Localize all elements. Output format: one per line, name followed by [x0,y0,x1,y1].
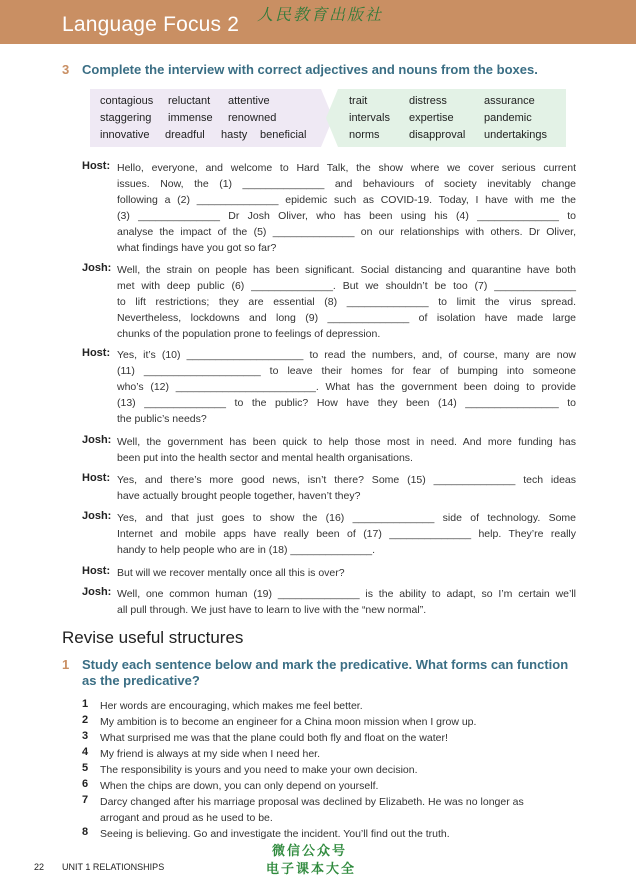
sentence-number: 1 [82,698,89,710]
dialogue-line: to lift restrictions; they are essential (8) ______________ to limit the virus spread. [117,296,576,308]
sentence-text: My friend is always at my side when I need her. [100,748,321,760]
dialogue-line: Internet and mobile apps have really been of (17) ______________ help. They’re really [117,528,576,540]
noun-word: undertakings [484,129,547,141]
noun-word: trait [349,95,368,107]
sentence-text: The responsibility is yours and you need to make your own decision. [100,764,418,776]
noun-word: expertise [409,112,454,124]
speaker-label: Host: [82,347,111,359]
dialogue-line: who’s (12) ________________________. What has the government been doing to provide [117,381,576,393]
sentence-number: 3 [82,730,89,742]
adjective-word: hasty [221,129,248,141]
sentence-text: What surprised me was that the plane could both fly and float on the water! [100,732,448,744]
page-number: 22 [34,862,45,872]
unit-label: UNIT 1 RELATIONSHIPS [62,862,165,872]
dialogue-line: Well, the government has been quick to help those most in need. And more funding has [117,436,576,448]
noun-word: distress [409,95,447,107]
adjective-word: beneficial [260,129,307,141]
noun-word: intervals [349,112,390,124]
dialogue-line: met with deep public (6) ______________. But we shouldn’t be too (7) ______________ [117,280,576,292]
dialogue-line: (3) ______________ Dr Josh Oliver, who has been using his (4) ______________ to [117,210,576,222]
adjective-word: immense [168,112,213,124]
adjective-word: attentive [228,95,270,107]
watermark-text: 电子课本大全 [266,862,357,877]
dialogue-line: the public’s needs? [117,413,207,425]
section-heading: Revise useful structures [62,628,244,647]
publisher-logo-text: 人民教育出版社 [257,5,384,24]
dialogue-line: chunks of the population prone to feelings of depression. [117,328,381,340]
sentence-text: Darcy changed after his marriage proposal was declined by Elizabeth. He was no longer as [100,796,524,808]
dialogue-line: (13) ______________ to the public? How have they been (14) ________________ to [117,397,576,409]
dialogue-line: Well, the strain on people has been significant. Social distancing and quarantine have both [117,264,576,276]
dialogue-line: Yes, and there’s more good news, isn’t there? Some (15) ______________ tech ideas [117,474,576,486]
dialogue-line: analyse the impact of the (5) ______________ on our relationships with others. Dr Oliver, [117,226,576,238]
adjective-word: contagious [100,95,154,107]
adjective-word: dreadful [165,129,205,141]
sentence-number: 6 [82,778,89,790]
speaker-label: Host: [82,160,111,172]
dialogue-line: been put into the health sector and mental health organisations. [117,452,413,464]
adjectives-box [90,89,321,147]
adjective-word: reluctant [168,95,211,107]
dialogue-line: Yes, it’s (10) ____________________ to read the numbers, and, of course, many are now [117,349,576,361]
noun-word: pandemic [484,112,532,124]
sentence-text: When the chips are down, you can only depend on yourself. [100,780,379,792]
page-title: Language Focus 2 [62,13,240,36]
dialogue-line: Hello, everyone, and welcome to Hard Talk, the show where we cover serious current [117,162,576,174]
exercise-number: 1 [62,657,70,672]
speaker-label: Josh: [82,510,112,522]
dialogue-line: what findings have you got so far? [117,242,277,254]
dialogue-line: But will we recover mentally once all this is over? [117,567,345,579]
sentence-text: My ambition is to become an engineer for a China moon mission when I grow up. [100,716,477,728]
exercise-instruction: Complete the interview with correct adjectives and nouns from the boxes. [82,62,538,77]
speaker-label: Josh: [82,262,112,274]
dialogue-line: handy to help people who are in (18) ______________. [117,544,376,556]
adjective-word: renowned [228,112,277,124]
speaker-label: Host: [82,472,111,484]
sentence-text: Seeing is believing. Go and investigate the incident. You’ll find out the truth. [100,828,450,840]
speaker-label: Josh: [82,586,112,598]
adjective-word: staggering [100,112,152,124]
watermark-text: 微信公众号 [272,844,348,859]
speaker-label: Host: [82,565,111,577]
dialogue-line: following a (2) ______________ epidemic such as COVID-19. Today, I have with me the [117,194,576,206]
sentence-text: Her words are encouraging, which makes me feel better. [100,700,363,712]
dialogue-line: Yes, and that just goes to show the (16) ______________ side of technology. Some [117,512,576,524]
dialogue-line: Nevertheless, lockdowns and long (9) ______________ of isolation have made large [117,312,576,324]
sentence-number: 2 [82,714,89,726]
dialogue-line: all pull through. We just have to learn to live with the “new normal”. [117,604,427,616]
speaker-label: Josh: [82,434,112,446]
sentence-number: 5 [82,762,89,774]
sentence-number: 7 [82,794,89,806]
dialogue-line: issues. Now, the (1) ______________ and behaviours of society inevitably change [117,178,576,190]
dialogue-line: have actually brought people together, haven’t they? [117,490,361,502]
exercise-number: 3 [62,62,70,77]
noun-word: assurance [484,95,535,107]
sentence-number: 4 [82,746,89,758]
dialogue-line: (11) ____________________ to leave their homes for fear of bumping into someone [117,365,576,377]
sentence-number: 8 [82,826,89,838]
nouns-box [338,89,566,147]
sentence-text: arrogant and proud as he used to be. [100,812,273,824]
dialogue-line: Well, one common human (19) ______________ is the ability to adapt, so I’m certain we’ll [117,588,576,600]
noun-word: norms [349,129,380,141]
adjective-word: innovative [100,129,150,141]
noun-word: disapproval [409,129,466,141]
exercise-instruction: Study each sentence below and mark the predicative. What forms can function as the predicative? [82,657,569,688]
